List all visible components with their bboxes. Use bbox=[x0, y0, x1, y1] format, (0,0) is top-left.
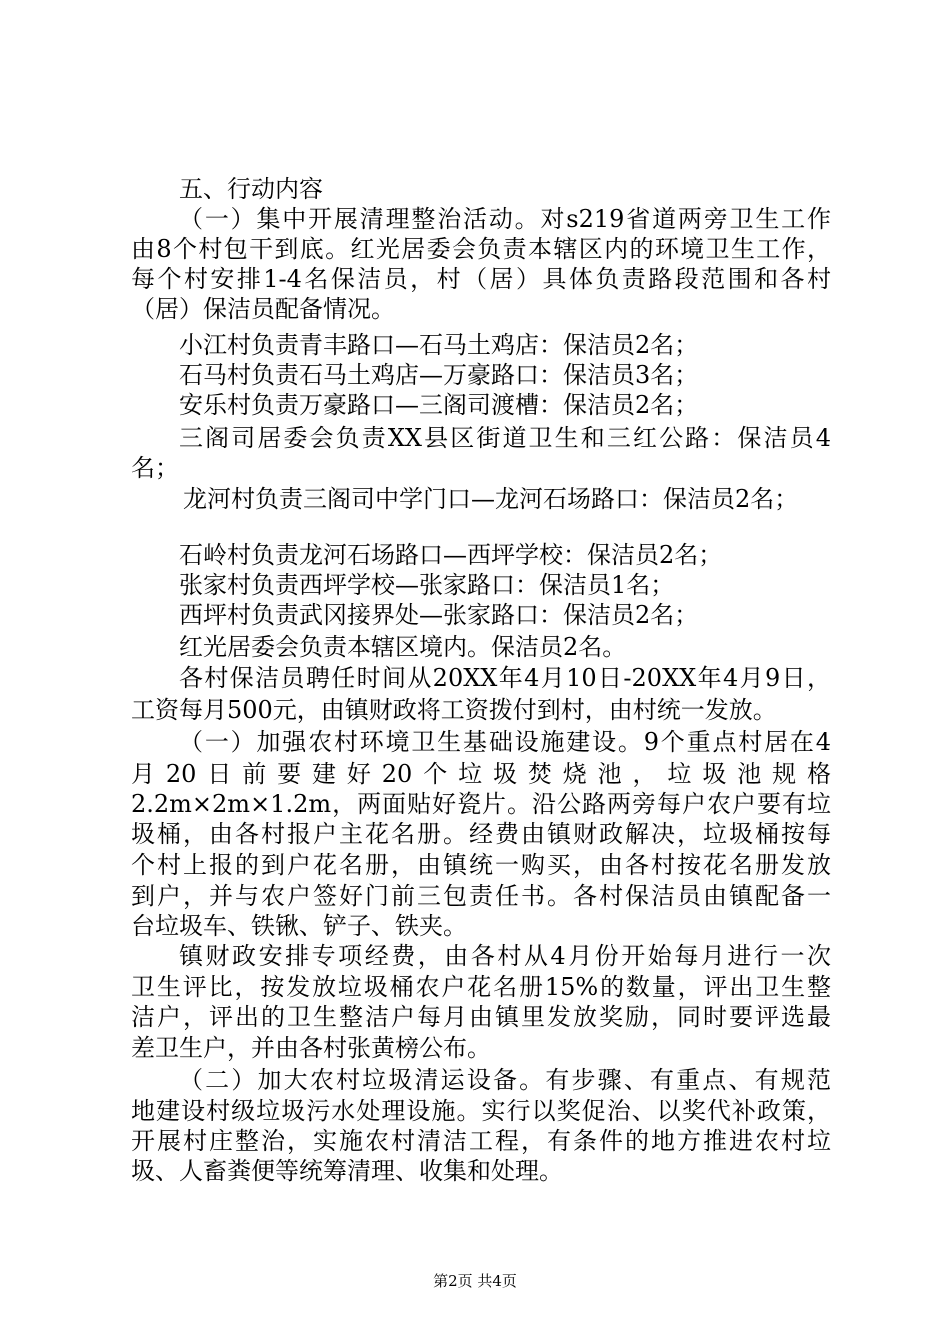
page-number-footer: 第2页 共4页 bbox=[433, 1272, 517, 1290]
paragraph-line: 安乐村负责万豪路口—三阁司渡槽：保洁员2名； bbox=[179, 391, 699, 419]
paragraph-line: 石岭村负责龙河石场路口—西坪学校：保洁员2名； bbox=[179, 541, 723, 569]
paragraph-line: （一）集中开展清理整治活动。对s219省道两旁卫生工作 bbox=[179, 205, 831, 233]
paragraph-line: 石马村负责石马土鸡店—万豪路口：保洁员3名； bbox=[179, 361, 699, 389]
paragraph-line: 卫生评比，按发放垃圾桶农户花名册15%的数量，评出卫生整 bbox=[131, 973, 831, 1001]
paragraph-line: 圾桶，由各村报户主花名册。经费由镇财政解决，垃圾桶按每 bbox=[131, 820, 831, 848]
paragraph-line: 台垃圾车、铁锹、铲子、铁夹。 bbox=[131, 912, 467, 940]
paragraph-line: 洁户，评出的卫生整洁户每月由镇里发放奖励，同时要评选最 bbox=[131, 1003, 831, 1031]
paragraph-line: 工资每月500元，由镇财政将工资拨付到村，由村统一发放。 bbox=[131, 696, 777, 724]
paragraph-line: 龙河村负责三阁司中学门口—龙河石场路口：保洁员2名； bbox=[183, 485, 799, 513]
paragraph-line: 月20日前要建好20个垃圾焚烧池，垃圾池规格 bbox=[131, 760, 831, 788]
paragraph-line: 红光居委会负责本辖区境内。保洁员2名。 bbox=[179, 633, 627, 661]
paragraph-line: 三阁司居委会负责XX县区街道卫生和三红公路：保洁员4 bbox=[179, 424, 831, 452]
paragraph-line: 差卫生户，并由各村张黄榜公布。 bbox=[131, 1034, 491, 1062]
paragraph-line: 由8个村包干到底。红光居委会负责本辖区内的环境卫生工作， bbox=[131, 235, 831, 263]
paragraph-line: 名； bbox=[131, 454, 179, 482]
paragraph-line: 到户，并与农户签好门前三包责任书。各村保洁员由镇配备一 bbox=[131, 882, 831, 910]
paragraph-line: 个村上报的到户花名册，由镇统一购买，由各村按花名册发放 bbox=[131, 851, 831, 879]
paragraph-line: 镇财政安排专项经费，由各村从4月份开始每月进行一次 bbox=[179, 942, 831, 970]
paragraph-line: 地建设村级垃圾污水处理设施。实行以奖促治、以奖代补政策， bbox=[131, 1097, 831, 1125]
paragraph-line: （居）保洁员配备情况。 bbox=[131, 295, 395, 323]
section-heading: 五、行动内容 bbox=[179, 175, 323, 203]
paragraph-line: 每个村安排1-4名保洁员，村（居）具体负责路段范围和各村 bbox=[131, 265, 831, 293]
paragraph-line: 2.2m×2m×1.2m，两面贴好瓷片。沿公路两旁每户农户要有垃 bbox=[131, 790, 831, 818]
paragraph-line: 开展村庄整治，实施农村清洁工程，有条件的地方推进农村垃 bbox=[131, 1127, 831, 1155]
paragraph-line: 张家村负责西坪学校—张家路口：保洁员1名； bbox=[179, 571, 675, 599]
paragraph-line: 小江村负责青丰路口—石马土鸡店：保洁员2名； bbox=[179, 331, 699, 359]
paragraph-line: 圾、人畜粪便等统筹清理、收集和处理。 bbox=[131, 1157, 563, 1185]
paragraph-line: （一）加强农村环境卫生基础设施建设。9个重点村居在4 bbox=[179, 728, 831, 756]
paragraph-line: 西坪村负责武冈接界处—张家路口：保洁员2名； bbox=[179, 601, 699, 629]
paragraph-line: （二）加大农村垃圾清运设备。有步骤、有重点、有规范 bbox=[179, 1066, 831, 1094]
paragraph-line: 各村保洁员聘任时间从20XX年4月10日-20XX年4月9日， bbox=[179, 664, 831, 692]
